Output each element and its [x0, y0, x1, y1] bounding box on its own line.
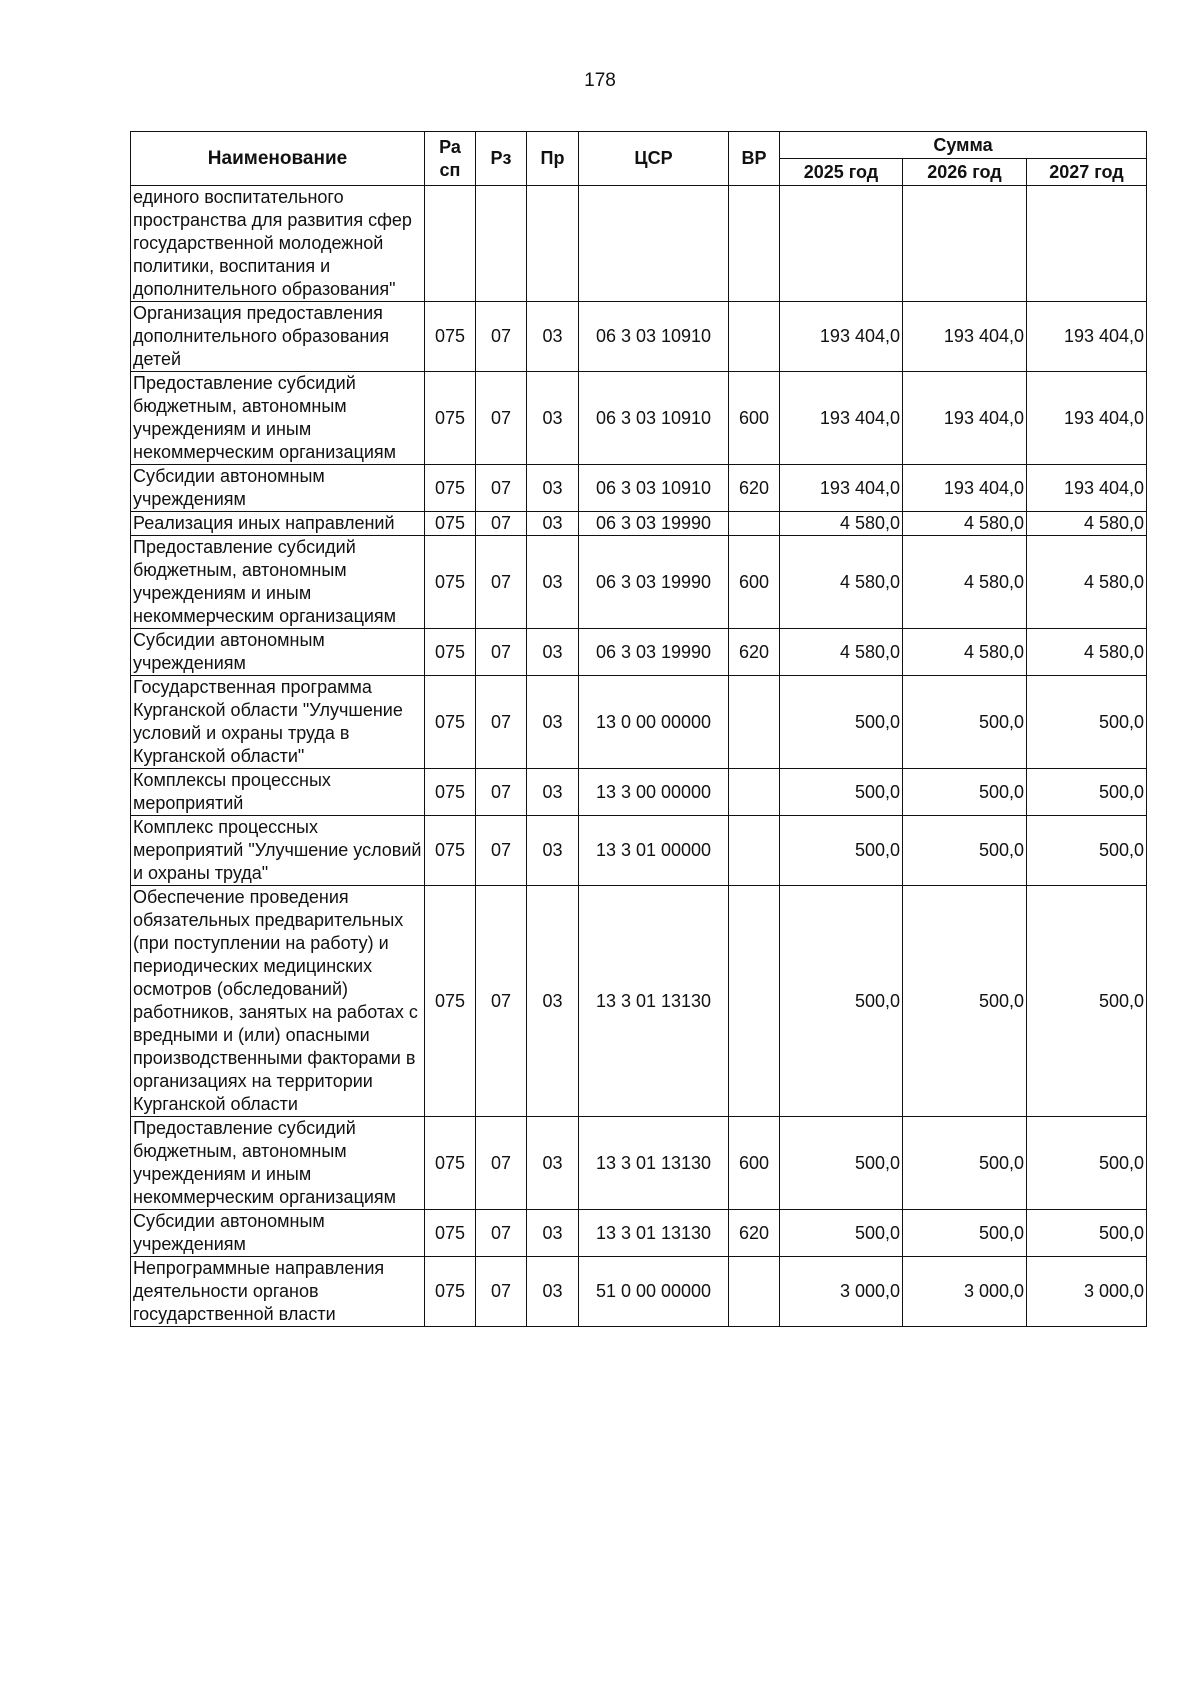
- cell-csr: 06 3 03 10910: [579, 465, 729, 512]
- cell-rasp: 075: [425, 769, 476, 816]
- cell-rz: 07: [476, 372, 527, 465]
- cell-sum-2026: 500,0: [903, 1210, 1027, 1257]
- cell-sum-2025: 500,0: [780, 886, 903, 1117]
- header-rasp: Ра сп: [425, 132, 476, 186]
- cell-rz: 07: [476, 769, 527, 816]
- cell-vr: 620: [729, 1210, 780, 1257]
- cell-sum-2026: [903, 186, 1027, 302]
- cell-vr: [729, 512, 780, 536]
- cell-sum-2027: 500,0: [1027, 1117, 1147, 1210]
- cell-rasp: 075: [425, 512, 476, 536]
- budget-table-body: [131, 186, 1147, 1327]
- cell-sum-2026: 500,0: [903, 676, 1027, 769]
- cell-rasp: 075: [425, 629, 476, 676]
- cell-sum-2026: 4 580,0: [903, 536, 1027, 629]
- cell-sum-2027: 4 580,0: [1027, 629, 1147, 676]
- cell-pr: 03: [527, 465, 579, 512]
- cell-csr: [579, 186, 729, 302]
- cell-name: Комплексы процессных мероприятий: [131, 769, 425, 816]
- cell-csr: 06 3 03 19990: [579, 512, 729, 536]
- cell-rasp: 075: [425, 676, 476, 769]
- cell-vr: 600: [729, 536, 780, 629]
- cell-rz: 07: [476, 465, 527, 512]
- cell-rasp: 075: [425, 1210, 476, 1257]
- cell-vr: [729, 676, 780, 769]
- cell-name: единого воспитательного пространства для развития сфер государственной молодежной политики, воспитания и дополнительного образования": [131, 186, 425, 302]
- cell-name: Предоставление субсидий бюджетным, автономным учреждениям и иным некоммерческим организациям: [131, 372, 425, 465]
- cell-sum-2025: 4 580,0: [780, 536, 903, 629]
- cell-sum-2025: 500,0: [780, 1117, 903, 1210]
- cell-sum-2025: 193 404,0: [780, 372, 903, 465]
- cell-sum-2025: 193 404,0: [780, 302, 903, 372]
- table-row: [131, 186, 1147, 302]
- table-row: [131, 769, 1147, 816]
- page-number: 178: [584, 70, 616, 91]
- cell-csr: 51 0 00 00000: [579, 1257, 729, 1327]
- cell-sum-2027: 500,0: [1027, 676, 1147, 769]
- cell-vr: [729, 816, 780, 886]
- cell-rz: 07: [476, 816, 527, 886]
- cell-rz: 07: [476, 536, 527, 629]
- cell-vr: [729, 886, 780, 1117]
- header-pr: Пр: [527, 132, 579, 186]
- cell-name: Субсидии автономным учреждениям: [131, 465, 425, 512]
- cell-sum-2027: 500,0: [1027, 816, 1147, 886]
- cell-rasp: 075: [425, 1257, 476, 1327]
- cell-rz: [476, 186, 527, 302]
- table-row: [131, 512, 1147, 536]
- cell-sum-2026: 193 404,0: [903, 372, 1027, 465]
- table-row: [131, 536, 1147, 629]
- cell-vr: 600: [729, 1117, 780, 1210]
- cell-pr: 03: [527, 769, 579, 816]
- cell-name: Комплекс процессных мероприятий "Улучшение условий и охраны труда": [131, 816, 425, 886]
- table-row: [131, 1117, 1147, 1210]
- cell-rasp: 075: [425, 1117, 476, 1210]
- cell-rasp: 075: [425, 816, 476, 886]
- cell-csr: 13 0 00 00000: [579, 676, 729, 769]
- cell-vr: 620: [729, 629, 780, 676]
- cell-name: Обеспечение проведения обязательных предварительных (при поступлении на работу) и периодических медицинских осмотров (обследований) работников, занятых на работах с вредными и (или) опасными производственными факторами в организациях на территории Курганской области: [131, 886, 425, 1117]
- cell-rasp: 075: [425, 372, 476, 465]
- cell-sum-2026: 500,0: [903, 769, 1027, 816]
- cell-sum-2025: 500,0: [780, 769, 903, 816]
- cell-name: Государственная программа Курганской области "Улучшение условий и охраны труда в Курганской области": [131, 676, 425, 769]
- cell-csr: 13 3 01 00000: [579, 816, 729, 886]
- cell-sum-2027: 193 404,0: [1027, 465, 1147, 512]
- cell-sum-2027: 500,0: [1027, 886, 1147, 1117]
- table-row: [131, 816, 1147, 886]
- cell-rasp: 075: [425, 536, 476, 629]
- cell-sum-2026: 193 404,0: [903, 302, 1027, 372]
- cell-rz: 07: [476, 1210, 527, 1257]
- cell-rz: 07: [476, 676, 527, 769]
- cell-vr: [729, 1257, 780, 1327]
- cell-vr: 600: [729, 372, 780, 465]
- cell-csr: 06 3 03 10910: [579, 302, 729, 372]
- cell-rasp: [425, 186, 476, 302]
- cell-rz: 07: [476, 629, 527, 676]
- cell-sum-2026: 500,0: [903, 1117, 1027, 1210]
- table-row: [131, 372, 1147, 465]
- cell-pr: 03: [527, 1117, 579, 1210]
- cell-pr: 03: [527, 1257, 579, 1327]
- cell-rasp: 075: [425, 465, 476, 512]
- cell-csr: 06 3 03 19990: [579, 629, 729, 676]
- cell-rz: 07: [476, 886, 527, 1117]
- cell-sum-2027: 193 404,0: [1027, 302, 1147, 372]
- cell-pr: 03: [527, 629, 579, 676]
- header-year-2026: 2026 год: [903, 159, 1027, 186]
- cell-sum-2025: 500,0: [780, 676, 903, 769]
- cell-sum-2027: 3 000,0: [1027, 1257, 1147, 1327]
- cell-rz: 07: [476, 1117, 527, 1210]
- cell-rasp: 075: [425, 302, 476, 372]
- cell-name: Субсидии автономным учреждениям: [131, 1210, 425, 1257]
- cell-sum-2027: 4 580,0: [1027, 536, 1147, 629]
- cell-sum-2025: 4 580,0: [780, 512, 903, 536]
- cell-sum-2026: 500,0: [903, 886, 1027, 1117]
- cell-sum-2027: 500,0: [1027, 1210, 1147, 1257]
- cell-rz: 07: [476, 512, 527, 536]
- header-year-2027: 2027 год: [1027, 159, 1147, 186]
- cell-sum-2025: 193 404,0: [780, 465, 903, 512]
- cell-sum-2027: 4 580,0: [1027, 512, 1147, 536]
- cell-sum-2027: 500,0: [1027, 769, 1147, 816]
- cell-pr: 03: [527, 512, 579, 536]
- cell-pr: 03: [527, 816, 579, 886]
- cell-sum-2025: 4 580,0: [780, 629, 903, 676]
- cell-name: Непрограммные направления деятельности органов государственной власти: [131, 1257, 425, 1327]
- cell-csr: 13 3 01 13130: [579, 1117, 729, 1210]
- cell-csr: 13 3 00 00000: [579, 769, 729, 816]
- cell-sum-2025: 3 000,0: [780, 1257, 903, 1327]
- cell-sum-2026: 3 000,0: [903, 1257, 1027, 1327]
- cell-name: Реализация иных направлений: [131, 512, 425, 536]
- cell-sum-2027: [1027, 186, 1147, 302]
- cell-vr: 620: [729, 465, 780, 512]
- cell-name: Организация предоставления дополнительного образования детей: [131, 302, 425, 372]
- cell-csr: 13 3 01 13130: [579, 886, 729, 1117]
- cell-pr: 03: [527, 1210, 579, 1257]
- cell-sum-2025: [780, 186, 903, 302]
- table-row: [131, 1210, 1147, 1257]
- cell-name: Предоставление субсидий бюджетным, автономным учреждениям и иным некоммерческим организациям: [131, 536, 425, 629]
- cell-pr: 03: [527, 536, 579, 629]
- cell-csr: 13 3 01 13130: [579, 1210, 729, 1257]
- cell-vr: [729, 186, 780, 302]
- header-year-2025: 2025 год: [780, 159, 903, 186]
- cell-sum-2026: 193 404,0: [903, 465, 1027, 512]
- cell-name: Субсидии автономным учреждениям: [131, 629, 425, 676]
- table-row: [131, 1257, 1147, 1327]
- cell-csr: 06 3 03 19990: [579, 536, 729, 629]
- cell-sum-2025: 500,0: [780, 1210, 903, 1257]
- header-sum: Сумма: [780, 132, 1147, 159]
- cell-vr: [729, 302, 780, 372]
- header-vr: ВР: [729, 132, 780, 186]
- cell-sum-2026: 4 580,0: [903, 629, 1027, 676]
- header-rz: Рз: [476, 132, 527, 186]
- table-row: [131, 302, 1147, 372]
- cell-pr: [527, 186, 579, 302]
- cell-pr: 03: [527, 886, 579, 1117]
- header-name: Наименование: [131, 132, 425, 186]
- header-csr: ЦСР: [579, 132, 729, 186]
- cell-sum-2026: 500,0: [903, 816, 1027, 886]
- cell-pr: 03: [527, 372, 579, 465]
- cell-csr: 06 3 03 10910: [579, 372, 729, 465]
- cell-vr: [729, 769, 780, 816]
- cell-sum-2027: 193 404,0: [1027, 372, 1147, 465]
- cell-pr: 03: [527, 302, 579, 372]
- table-row: [131, 886, 1147, 1117]
- cell-sum-2025: 500,0: [780, 816, 903, 886]
- cell-name: Предоставление субсидий бюджетным, автономным учреждениям и иным некоммерческим организациям: [131, 1117, 425, 1210]
- cell-rasp: 075: [425, 886, 476, 1117]
- table-row: [131, 676, 1147, 769]
- cell-rz: 07: [476, 302, 527, 372]
- cell-rz: 07: [476, 1257, 527, 1327]
- cell-sum-2026: 4 580,0: [903, 512, 1027, 536]
- table-row: [131, 629, 1147, 676]
- cell-pr: 03: [527, 676, 579, 769]
- budget-table: [130, 131, 1147, 1327]
- table-row: [131, 465, 1147, 512]
